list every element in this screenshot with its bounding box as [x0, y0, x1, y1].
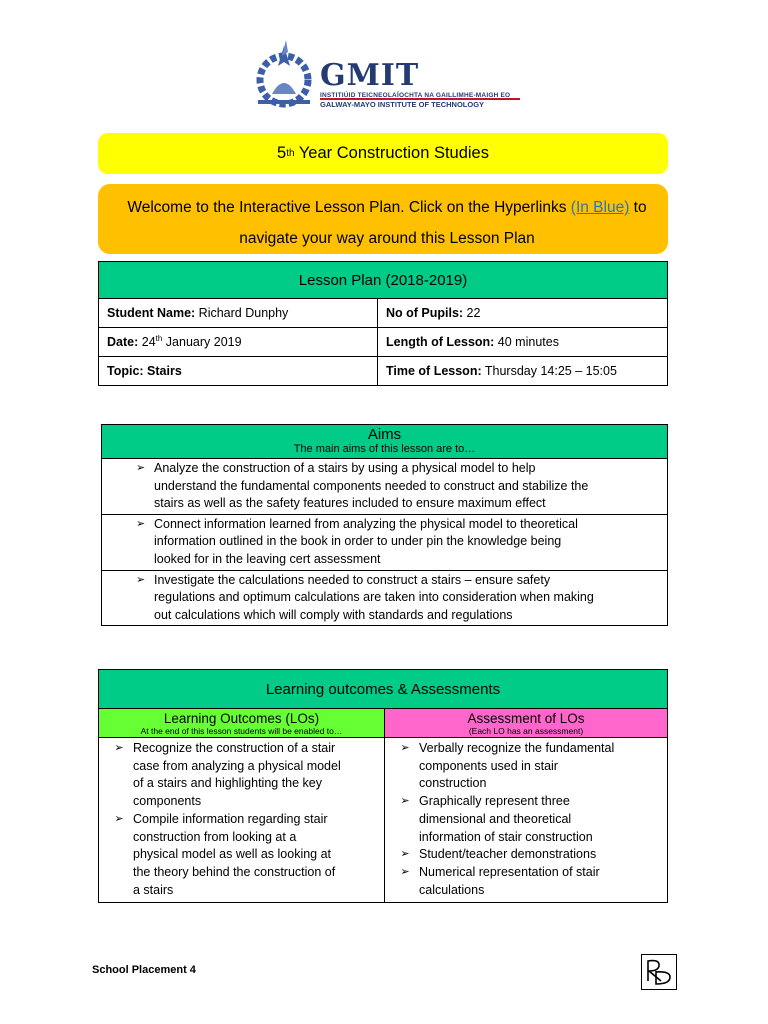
aims-heading: Aims: [367, 426, 402, 443]
length-label: Length of Lesson:: [386, 335, 495, 349]
time-value: Thursday 14:25 – 15:05: [481, 364, 617, 378]
pupils-cell: [378, 299, 668, 328]
aim-line: regulations and optimum calculations are taken into consideration when making: [154, 590, 594, 605]
assessment-heading: Assessment of LOs: [467, 711, 585, 726]
aim-item: [102, 570, 668, 626]
date-label: Date:: [107, 335, 139, 350]
aims-table: [101, 424, 668, 626]
logo-english-name: GALWAY-MAYO INSTITUTE OF TECHNOLOGY: [320, 100, 485, 109]
arrow-bullet-icon: ➢: [114, 742, 124, 754]
page-title: [98, 133, 668, 174]
gmit-logo: [248, 36, 526, 116]
assessment-item: [391, 793, 661, 846]
lo-item: [105, 811, 378, 900]
aim-line: Analyze the construction of a stairs by using a physical model to help: [154, 461, 536, 475]
assessment-item: [391, 740, 661, 793]
pupils-label: No of Pupils:: [386, 306, 464, 320]
aim-line: Connect information learned from analyzing the physical model to theoretical: [154, 516, 578, 531]
title-year: 5: [277, 144, 287, 162]
lo-line: of a stairs and highlighting the key: [133, 776, 323, 791]
lesson-plan-heading: Lesson Plan (2018-2019): [99, 262, 668, 299]
date-rest: January 2019: [162, 335, 242, 350]
title-text: Year Construction Studies: [294, 144, 489, 162]
student-name-label: Student Name:: [107, 306, 196, 320]
assessment-line: dimensional and theoretical: [419, 811, 572, 826]
lo-line: construction from looking at a: [133, 829, 297, 844]
assessment-line: Verbally recognize the fundamental: [419, 741, 615, 755]
welcome-text-1: Welcome to the Interactive Lesson Plan. Click on the Hyperlinks: [127, 199, 571, 216]
length-cell: [378, 328, 668, 357]
arrow-bullet-icon: ➢: [136, 517, 146, 530]
lo-line: Recognize the construction of a stair: [133, 741, 336, 755]
footer-text: School Placement 4: [92, 964, 196, 976]
aim-line: stairs as well as the safety features included to ensure maximum effect: [154, 496, 546, 511]
gmit-emblem-icon: [248, 36, 320, 116]
arrow-bullet-icon: ➢: [400, 865, 410, 878]
welcome-banner: [98, 184, 668, 254]
title-year-suffix: th: [286, 148, 295, 159]
learning-outcomes-table: [98, 669, 668, 903]
aims-subheading: The main aims of this lesson are to…: [293, 443, 476, 455]
lo-line: case from analyzing a physical model: [133, 758, 341, 773]
assessment-subheading: (Each LO has an assessment): [468, 726, 584, 736]
signature-logo: [641, 954, 677, 990]
lo-subheading: At the end of this lesson students will be enabled to…: [140, 726, 343, 736]
aim-line: Investigate the calculations needed to construct a stairs – ensure safety: [154, 572, 551, 587]
lo-line: physical model as well as looking at: [133, 847, 332, 862]
assessment-list: [385, 738, 668, 903]
student-name-cell: [99, 299, 378, 328]
assessment-line: calculations: [419, 882, 485, 897]
aim-item: [102, 459, 668, 515]
date-day: 24: [138, 335, 156, 350]
date-cell: [99, 328, 378, 357]
assessment-item: [391, 846, 661, 864]
pupils-value: 22: [463, 306, 481, 320]
aims-heading-cell: [102, 425, 668, 459]
logo-irish-name: INSTITIÚID TEICNEOLAÍOCHTA NA GAILLIMHE-MAIGH EO: [320, 92, 511, 99]
lo-heading-cell: [99, 709, 385, 738]
topic-label: Topic:: [107, 364, 144, 378]
topic-value: Stairs: [143, 364, 182, 378]
signature-icon: [642, 955, 675, 988]
arrow-bullet-icon: ➢: [114, 812, 124, 825]
arrow-bullet-icon: ➢: [400, 795, 410, 808]
aim-item: [102, 514, 668, 570]
aim-line: information outlined in the book in order to under pin the knowledge being: [154, 534, 562, 549]
arrow-bullet-icon: ➢: [136, 573, 146, 586]
assessment-line: components used in stair: [419, 758, 558, 773]
assessment-line: construction: [419, 776, 487, 791]
assessment-line: Student/teacher demonstrations: [419, 847, 597, 862]
lo-item: [105, 740, 378, 811]
welcome-text-2: to navigate your way around this Lesson Plan: [239, 199, 647, 247]
in-blue-link[interactable]: (In Blue): [570, 199, 630, 216]
lo-list: [99, 738, 385, 903]
lo-heading: Learning Outcomes (LOs): [163, 711, 320, 726]
lesson-plan-table: [98, 261, 668, 386]
lo-line: components: [133, 794, 202, 809]
aim-line: looked for in the leaving cert assessment: [154, 551, 381, 566]
assessment-heading-cell: [385, 709, 668, 738]
arrow-bullet-icon: ➢: [400, 848, 410, 861]
lo-line: Compile information regarding stair: [133, 811, 328, 826]
arrow-bullet-icon: ➢: [400, 742, 410, 754]
outcomes-heading: Learning outcomes & Assessments: [99, 670, 668, 709]
date-suffix: th: [155, 334, 163, 344]
arrow-bullet-icon: ➢: [136, 462, 146, 474]
aim-line: understand the fundamental components needed to construct and stabilize the: [154, 478, 589, 493]
assessment-line: Graphically represent three: [419, 794, 570, 809]
student-name-value: Richard Dunphy: [195, 306, 289, 320]
lo-line: the theory behind the construction of: [133, 864, 336, 879]
assessment-line: information of stair construction: [419, 829, 593, 844]
time-label: Time of Lesson:: [386, 364, 482, 378]
time-cell: [378, 357, 668, 386]
lo-line: a stairs: [133, 882, 174, 897]
aim-line: out calculations which will comply with standards and regulations: [154, 607, 513, 622]
length-value: 40 minutes: [494, 335, 559, 349]
logo-name: GMIT: [320, 58, 420, 93]
assessment-line: Numerical representation of stair: [419, 864, 600, 879]
topic-cell: [99, 357, 378, 386]
assessment-item: [391, 864, 661, 899]
